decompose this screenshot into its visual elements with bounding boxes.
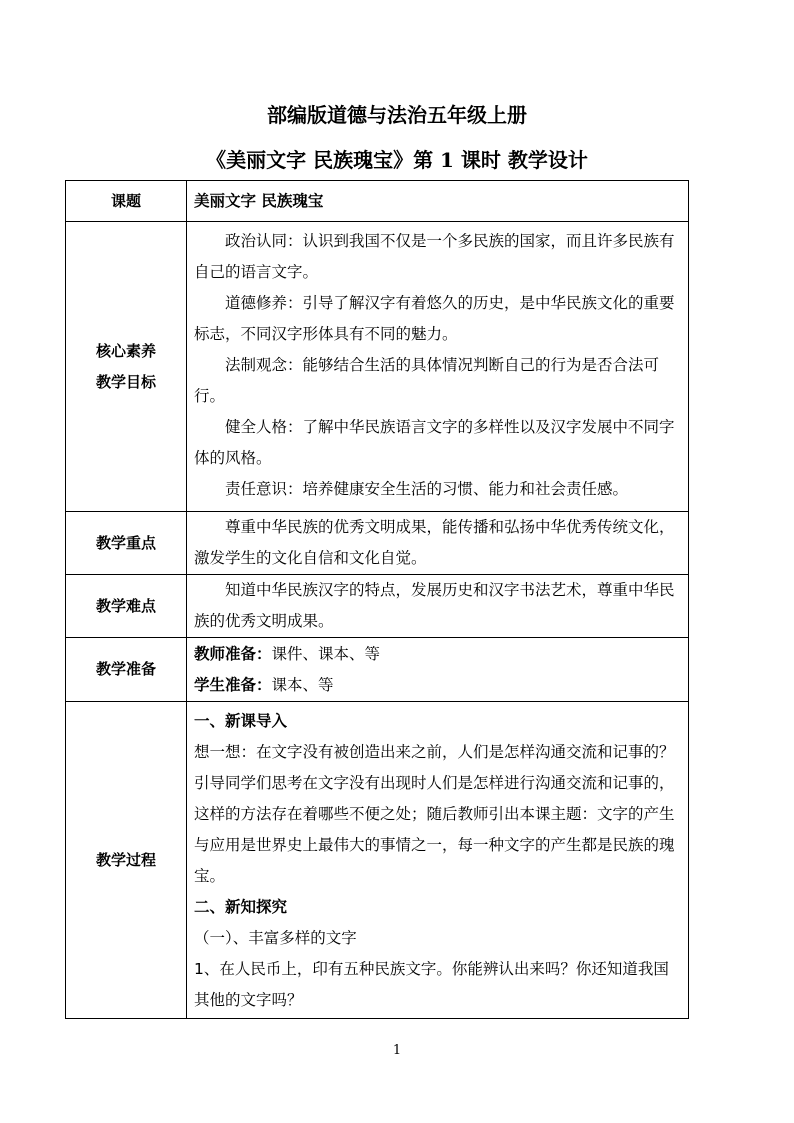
teacher-prep-label: 教师准备： [194, 644, 272, 663]
teacher-preparation [194, 639, 681, 670]
table-row-process [66, 702, 689, 1019]
table-row-difficulties [66, 575, 689, 638]
goal-item: 道德修养：引导了解汉字有着悠久的历史，是中华民族文化的重要标志，不同汉字形体具有不同的魅力。 [194, 294, 675, 343]
goal-item: 政治认同：认识到我国不仅是一个多民族的国家，而且许多民族有自己的语言文字。 [194, 232, 675, 281]
process-subheading: （一）、丰富多样的文字 [194, 929, 357, 947]
topic-label: 课题 [66, 181, 187, 222]
key-points-label: 教学重点 [66, 512, 187, 575]
goals-label-line2: 教学目标 [95, 372, 156, 391]
teacher-prep-text: 课件、课本、等 [271, 644, 381, 663]
process-heading-intro: 一、新课导入 [194, 712, 288, 730]
key-points-text: 尊重中华民族的优秀文明成果，能传播和弘扬中华优秀传统文化，激发学生的文化自信和文化自觉。 [194, 518, 675, 567]
process-intro-text: 想一想：在文字没有被创造出来之前，人们是怎样沟通交流和记事的？引导同学们思考在文字没有出现时人们是怎样进行沟通交流和记事的，这样的方法存在着哪些不便之处；随后教师引出本课主题：文字的产生与应用是世界史上最伟大的事情之一，每一种文字的产生都是民族的瑰宝。 [194, 743, 675, 885]
page-number: 1 [392, 1043, 402, 1058]
key-points-content [187, 512, 689, 575]
process-heading-explore: 二、新知探究 [194, 898, 288, 916]
preparation-label: 教学准备 [66, 638, 187, 702]
student-preparation [194, 670, 681, 701]
student-prep-label: 学生准备： [194, 675, 272, 694]
student-prep-text: 课本、等 [271, 675, 334, 694]
goals-content [187, 222, 689, 512]
goals-label-line1: 核心素养 [95, 341, 156, 360]
goal-item: 法制观念：能够结合生活的具体情况判断自己的行为是否合法可行。 [194, 356, 660, 405]
lesson-plan-table [65, 180, 689, 1019]
goal-item: 责任意识：培养健康安全生活的习惯、能力和社会责任感。 [225, 480, 629, 498]
table-row-goals [66, 222, 689, 512]
document-subtitle: 《美丽文字 民族瑰宝》第 1 课时 教学设计 [206, 148, 588, 172]
difficulties-text: 知道中华民族汉字的特点，发展历史和汉字书法艺术，尊重中华民族的优秀文明成果。 [194, 581, 675, 630]
topic-value: 美丽文字 民族瑰宝 [187, 181, 689, 222]
goal-item: 健全人格：了解中华民族语言文字的多样性以及汉字发展中不同字体的风格。 [194, 418, 675, 467]
table-row-key-points [66, 512, 689, 575]
difficulties-label: 教学难点 [66, 575, 187, 638]
table-row-preparation [66, 638, 689, 702]
difficulties-content [187, 575, 689, 638]
preparation-content [187, 638, 689, 702]
process-label: 教学过程 [66, 702, 187, 1019]
goals-label [66, 222, 187, 512]
process-explore-text: 1、在人民币上，印有五种民族文字。你能辨认出来吗？你还知道我国其他的文字吗？ [194, 960, 669, 1009]
process-content [187, 702, 689, 1019]
document-title: 部编版道德与法治五年级上册 [267, 103, 527, 127]
table-row-topic [66, 181, 689, 222]
